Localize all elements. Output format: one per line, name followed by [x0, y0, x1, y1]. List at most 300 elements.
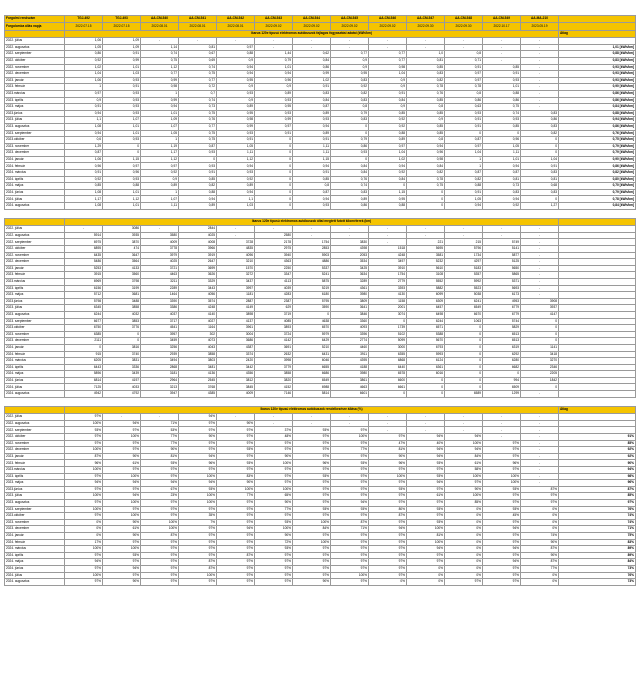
distance-value: - — [521, 226, 559, 233]
availability-value: 93% — [331, 506, 369, 513]
availability-value: 97% — [217, 519, 255, 526]
distance-value: 3580 — [141, 232, 179, 239]
distance-value: 5650 — [483, 265, 521, 272]
distance-average — [559, 239, 636, 246]
distance-value: - — [369, 232, 407, 239]
distance-row — [5, 246, 636, 253]
availability-value: 0% — [445, 519, 483, 526]
month-label: 2024. augusztus — [5, 391, 65, 398]
consumption-value: 0 — [255, 170, 293, 177]
availability-value: 90% — [445, 486, 483, 493]
consumption-value: - — [483, 44, 521, 51]
month-label: 2024. április — [5, 176, 65, 183]
plate-label: Forgalmi rendszám — [5, 16, 65, 23]
distance-value: 6750 — [65, 325, 103, 332]
availability-value: 61% — [407, 493, 445, 500]
consumption-average: 0,90 [kWh/km] — [559, 156, 636, 163]
consumption-value: 1,01 — [103, 64, 141, 71]
availability-value: 97% — [483, 499, 521, 506]
consumption-value: 1,27 — [521, 203, 559, 210]
plate-cell: AA-CM-546 — [369, 16, 407, 23]
availability-value: 97% — [255, 440, 293, 447]
availability-value: 97% — [103, 467, 141, 474]
consumption-value: 1,09 — [141, 117, 179, 124]
distance-value: 5814 — [293, 391, 331, 398]
availability-value: 0% — [445, 559, 483, 566]
distance-value: 3911 — [331, 351, 369, 358]
consumption-value: 0,9 — [217, 84, 255, 91]
availability-value: 87% — [141, 532, 179, 539]
consumption-value: 1,05 — [65, 44, 103, 51]
availability-value: 97% — [255, 480, 293, 487]
availability-value: - — [407, 427, 445, 434]
distance-value: 5749 — [483, 239, 521, 246]
date-cell: 2022.08.01 — [179, 23, 217, 30]
consumption-value: 0,88 — [369, 130, 407, 137]
distance-value: 3199 — [103, 285, 141, 292]
availability-value: 100% — [65, 493, 103, 500]
availability-value: - — [369, 420, 407, 427]
availability-value: - — [331, 420, 369, 427]
consumption-value: - — [445, 38, 483, 45]
availability-value: 97% — [217, 579, 255, 586]
consumption-value: 1,01 — [103, 123, 141, 130]
availability-value: - — [445, 427, 483, 434]
distance-value: 0 — [521, 325, 559, 332]
distance-average — [559, 298, 636, 305]
availability-row — [5, 467, 636, 474]
consumption-value: 1,08 — [65, 123, 103, 130]
distance-value: 3210 — [217, 259, 255, 266]
availability-value: 97% — [293, 572, 331, 579]
consumption-value: 0,91 — [65, 104, 103, 111]
availability-value: 97% — [65, 440, 103, 447]
availability-value: - — [521, 453, 559, 460]
distance-value: 0 — [445, 325, 483, 332]
availability-value: 97% — [103, 572, 141, 579]
consumption-value: 0 — [521, 137, 559, 144]
month-label: 2024. február — [5, 539, 65, 546]
distance-value: 5795 — [293, 298, 331, 305]
distance-value: 1464 — [141, 292, 179, 299]
consumption-value: 0 — [255, 163, 293, 170]
plate-cell: AA-CM-543 — [255, 16, 293, 23]
distance-value: 2001 — [369, 305, 407, 312]
availability-value: 0% — [407, 572, 445, 579]
availability-value: 97% — [293, 552, 331, 559]
distance-value: 4792 — [103, 391, 141, 398]
distance-value: 6895 — [65, 246, 103, 253]
availability-value: 97% — [103, 427, 141, 434]
distance-value: 4043 — [179, 344, 217, 351]
availability-value: 87% — [521, 546, 559, 553]
distance-row — [5, 232, 636, 239]
availability-value: 100% — [255, 526, 293, 533]
distance-value: 4073 — [179, 338, 217, 345]
availability-value: 84% — [445, 453, 483, 460]
month-label: 2024. március — [5, 170, 65, 177]
consumption-value: 0,88 — [445, 183, 483, 190]
availability-value: 71% — [331, 526, 369, 533]
consumption-value: 1,15 — [369, 189, 407, 196]
consumption-value: 0,77 — [369, 51, 407, 58]
availability-value: 97% — [65, 499, 103, 506]
availability-value: 74% — [521, 532, 559, 539]
consumption-value: 0,94 — [483, 163, 521, 170]
consumption-value: 1,01 — [483, 156, 521, 163]
availability-value: 97% — [483, 572, 521, 579]
consumption-value: 0,93 — [103, 97, 141, 104]
distance-row — [5, 252, 636, 259]
distance-value: 5552 — [407, 278, 445, 285]
month-label: 2022. szeptember — [5, 427, 65, 434]
month-label: 2022. október — [5, 434, 65, 441]
month-label: 2023. május — [5, 104, 65, 111]
title-lead — [5, 406, 65, 414]
consumption-value: 0,7 — [179, 90, 217, 97]
availability-value: 97% — [217, 467, 255, 474]
distance-value: 2289 — [141, 285, 179, 292]
availability-value: 94% — [407, 453, 445, 460]
availability-value: 87% — [179, 559, 217, 566]
availability-row — [5, 460, 636, 467]
availability-value: - — [521, 420, 559, 427]
consumption-value: 0,92 — [65, 57, 103, 64]
distance-value: 3481 — [179, 364, 217, 371]
month-label: 2024. június — [5, 189, 65, 196]
consumption-title-row — [5, 30, 636, 38]
distance-row — [5, 272, 636, 279]
distance-value: 6571 — [407, 325, 445, 332]
availability-value: 90% — [255, 532, 293, 539]
consumption-value: 0,75 — [483, 104, 521, 111]
availability-value: 100% — [65, 467, 103, 474]
distance-value: - — [483, 226, 521, 233]
consumption-value: 0,97 — [65, 90, 103, 97]
distance-value: 3719 — [255, 311, 293, 318]
consumption-value: - — [521, 77, 559, 84]
distance-average — [559, 285, 636, 292]
distance-value: 1158 — [369, 298, 407, 305]
plate-cell: AA-CM-544 — [293, 16, 331, 23]
availability-value: - — [255, 414, 293, 421]
month-label: 2022. december — [5, 259, 65, 266]
availability-value: 90% — [521, 552, 559, 559]
distance-value: 5337 — [293, 265, 331, 272]
availability-value: 35% — [179, 513, 217, 520]
distance-value: - — [521, 265, 559, 272]
availability-value: 100% — [445, 440, 483, 447]
distance-average — [559, 331, 636, 338]
availability-value: 100% — [141, 519, 179, 526]
availability-value: 87% — [217, 552, 255, 559]
distance-value: 1518 — [369, 246, 407, 253]
availability-value: 90% — [103, 519, 141, 526]
consumption-value: 0,92 — [369, 117, 407, 124]
consumption-value: 0,9 — [331, 64, 369, 71]
consumption-value: 0,99 — [141, 77, 179, 84]
consumption-average: 0,83 [kWh/km] — [559, 57, 636, 64]
distance-value: 3870 — [103, 239, 141, 246]
distance-value: 3831 — [103, 358, 141, 365]
availability-value: - — [483, 414, 521, 421]
consumption-row — [5, 123, 636, 130]
availability-value: - — [369, 427, 407, 434]
consumption-value: 1,05 — [217, 143, 255, 150]
month-label: 2023. augusztus — [5, 499, 65, 506]
distance-value: 5102 — [369, 331, 407, 338]
availability-value: 77% — [141, 440, 179, 447]
consumption-value: 1,11 — [141, 203, 179, 210]
consumption-value: 0 — [103, 143, 141, 150]
distance-value: 6241 — [445, 298, 483, 305]
distance-value: 3915 — [65, 272, 103, 279]
consumption-value: 0,84 — [293, 97, 331, 104]
distance-value: 5523 — [445, 285, 483, 292]
consumption-value: - — [521, 90, 559, 97]
availability-value: 87% — [521, 486, 559, 493]
availability-value: 97% — [65, 552, 103, 559]
consumption-title: Ikarus 120e típusú elektromos autóbuszok fajlagos fogyasztási adatai (kWh/km) — [65, 30, 559, 38]
consumption-value: 0 — [255, 183, 293, 190]
consumption-value: 0,86 — [65, 51, 103, 58]
consumption-value: 0,83 — [521, 189, 559, 196]
distance-value: 0 — [521, 318, 559, 325]
distance-value: 3728 — [217, 239, 255, 246]
consumption-value: 0,93 — [103, 77, 141, 84]
distance-row — [5, 226, 636, 233]
consumption-value: 0 — [255, 196, 293, 203]
consumption-value: 0 — [255, 137, 293, 144]
consumption-value: 1,09 — [103, 44, 141, 51]
availability-row — [5, 579, 636, 586]
consumption-value: 0 — [331, 123, 369, 130]
availability-value: 97% — [407, 513, 445, 520]
distance-value: - — [141, 226, 179, 233]
distance-value: 5712 — [65, 292, 103, 299]
distance-value: 4886 — [293, 259, 331, 266]
distance-row — [5, 292, 636, 299]
date-cell: 2022.09.30 — [407, 23, 445, 30]
consumption-value: 0,87 — [65, 150, 103, 157]
distance-value: 6156 — [65, 285, 103, 292]
availability-value: 45% — [483, 513, 521, 520]
availability-value: 90% — [103, 453, 141, 460]
consumption-value: 0,85 — [407, 97, 445, 104]
distance-value: 3779 — [255, 364, 293, 371]
distance-value: 5896 — [65, 371, 103, 378]
consumption-value: 0,94 — [217, 71, 255, 78]
availability-value: 97% — [255, 559, 293, 566]
consumption-value: 0,86 — [331, 203, 369, 210]
month-label: 2024. május — [5, 559, 65, 566]
distance-value: 3329 — [179, 278, 217, 285]
availability-average: 75% — [559, 532, 636, 539]
consumption-value: 1,06 — [65, 77, 103, 84]
distance-value: - — [521, 278, 559, 285]
consumption-value: 0,85 — [407, 130, 445, 137]
consumption-row — [5, 117, 636, 124]
date-cell: 2022.09.02 — [293, 23, 331, 30]
distance-value: 3809 — [331, 298, 369, 305]
distance-value: 3641 — [331, 305, 369, 312]
availability-value: 90% — [103, 579, 141, 586]
month-label: 2023. február — [5, 84, 65, 91]
distance-value: 0 — [369, 391, 407, 398]
distance-value: 3000 — [369, 344, 407, 351]
distance-value: 4039 — [255, 285, 293, 292]
consumption-value: 0,87 — [445, 170, 483, 177]
consumption-value: 0,96 — [65, 163, 103, 170]
distance-value: 3816 — [103, 344, 141, 351]
distance-value: 3686 — [217, 338, 255, 345]
consumption-value: 0,88 — [179, 189, 217, 196]
availability-value: 61% — [445, 460, 483, 467]
availability-value: 48% — [255, 434, 293, 441]
distance-average — [559, 292, 636, 299]
consumption-value: 0,88 — [103, 183, 141, 190]
consumption-value: - — [255, 38, 293, 45]
distance-value: 1181 — [217, 292, 255, 299]
section-gap — [5, 209, 636, 218]
consumption-value: 0 — [255, 176, 293, 183]
distance-value: 3768 — [179, 384, 217, 391]
availability-row — [5, 486, 636, 493]
distance-value: 3270 — [521, 358, 559, 365]
consumption-value: - — [179, 38, 217, 45]
consumption-value: 0,76 — [407, 90, 445, 97]
consumption-value: 0 — [331, 156, 369, 163]
consumption-value: 0,94 — [141, 104, 179, 111]
availability-value: 77% — [141, 434, 179, 441]
distance-value: 3858 — [103, 305, 141, 312]
availability-value: 97% — [331, 453, 369, 460]
distance-value: - — [483, 232, 521, 239]
distance-value: 5141 — [483, 246, 521, 253]
consumption-value: 0,93 — [483, 77, 521, 84]
consumption-value: - — [521, 71, 559, 78]
distance-value: 3853 — [103, 318, 141, 325]
consumption-value: 0,85 — [65, 183, 103, 190]
availability-value: 97% — [217, 565, 255, 572]
distance-row — [5, 364, 636, 371]
month-label: 2024. május — [5, 183, 65, 190]
availability-average: 87% — [559, 486, 636, 493]
distance-value: 3937 — [521, 305, 559, 312]
distance-average — [559, 371, 636, 378]
month-label: 2024. január — [5, 532, 65, 539]
availability-value: 0% — [65, 519, 103, 526]
distance-value: 2632 — [255, 351, 293, 358]
consumption-value: 1,04 — [521, 156, 559, 163]
availability-value: 97% — [369, 532, 407, 539]
distance-value: 3724 — [255, 331, 293, 338]
consumption-value: 0,91 — [293, 84, 331, 91]
availability-value: 100% — [369, 473, 407, 480]
distance-value: 6578 — [369, 371, 407, 378]
distance-value: 3846 — [331, 311, 369, 318]
distance-value: 6440 — [369, 364, 407, 371]
distance-value: 4248 — [179, 305, 217, 312]
availability-row — [5, 440, 636, 447]
distance-value: 4385 — [179, 391, 217, 398]
distance-value: 4033 — [103, 384, 141, 391]
consumption-average: 0,79 [kWh/km] — [559, 143, 636, 150]
availability-value: 97% — [407, 552, 445, 559]
distance-title: Ikarus 120e típusú elektromos autóbuszok által megtett futott kilométerek (km) — [65, 218, 559, 226]
consumption-value: 0,68 — [521, 183, 559, 190]
availability-value: 94% — [103, 493, 141, 500]
distance-value: - — [293, 232, 331, 239]
consumption-value: 0,84 — [407, 163, 445, 170]
distance-value: 3347 — [255, 272, 293, 279]
distance-value: 4136 — [179, 371, 217, 378]
availability-value: - — [445, 414, 483, 421]
distance-value: 0 — [445, 371, 483, 378]
consumption-value: - — [217, 38, 255, 45]
distance-average — [559, 272, 636, 279]
availability-value: 97% — [369, 559, 407, 566]
consumption-value: 1,11 — [217, 150, 255, 157]
availability-value: 47% — [369, 440, 407, 447]
availability-row — [5, 546, 636, 553]
availability-value: 97% — [217, 572, 255, 579]
consumption-value: 1,01 — [141, 110, 179, 117]
consumption-value: 0,97 — [369, 143, 407, 150]
distance-average — [559, 232, 636, 239]
consumption-average: 0,82 [kWh/km] — [559, 170, 636, 177]
consumption-value: 0,93 — [103, 110, 141, 117]
distance-value: 0 — [407, 377, 445, 384]
consumption-value: 0,91 — [483, 71, 521, 78]
distance-value: 5038 — [445, 292, 483, 299]
availability-average — [559, 427, 636, 434]
consumption-value: 1,08 — [65, 203, 103, 210]
distance-value: 7125 — [65, 384, 103, 391]
availability-value: 97% — [369, 499, 407, 506]
consumption-value: 0,82 — [445, 176, 483, 183]
consumption-value: 0,99 — [255, 117, 293, 124]
availability-value: 90% — [141, 447, 179, 454]
distance-value: 2053 — [331, 252, 369, 259]
distance-value: 1164 — [179, 325, 217, 332]
availability-value: 100% — [407, 539, 445, 546]
distance-average — [559, 278, 636, 285]
availability-value: 0% — [445, 539, 483, 546]
availability-value: 97% — [179, 579, 217, 586]
consumption-value: - — [407, 44, 445, 51]
availability-value: 97% — [331, 440, 369, 447]
distance-row — [5, 377, 636, 384]
consumption-value: 0,93 — [255, 110, 293, 117]
availability-value: 97% — [445, 579, 483, 586]
availability-value: 93% — [369, 486, 407, 493]
distance-value: 2420 — [217, 358, 255, 365]
availability-value: - — [369, 414, 407, 421]
availability-value: 0% — [445, 526, 483, 533]
distance-value: 3647 — [103, 252, 141, 259]
availability-value: 93% — [331, 460, 369, 467]
distance-value: 5979 — [293, 331, 331, 338]
distance-value: 0 — [407, 384, 445, 391]
availability-value: 97% — [369, 519, 407, 526]
consumption-value: 0 — [521, 143, 559, 150]
availability-value: 0% — [445, 532, 483, 539]
distance-value: 5210 — [293, 344, 331, 351]
consumption-value: 0,85 — [407, 123, 445, 130]
availability-value: 97% — [483, 493, 521, 500]
availability-value: 97% — [483, 552, 521, 559]
